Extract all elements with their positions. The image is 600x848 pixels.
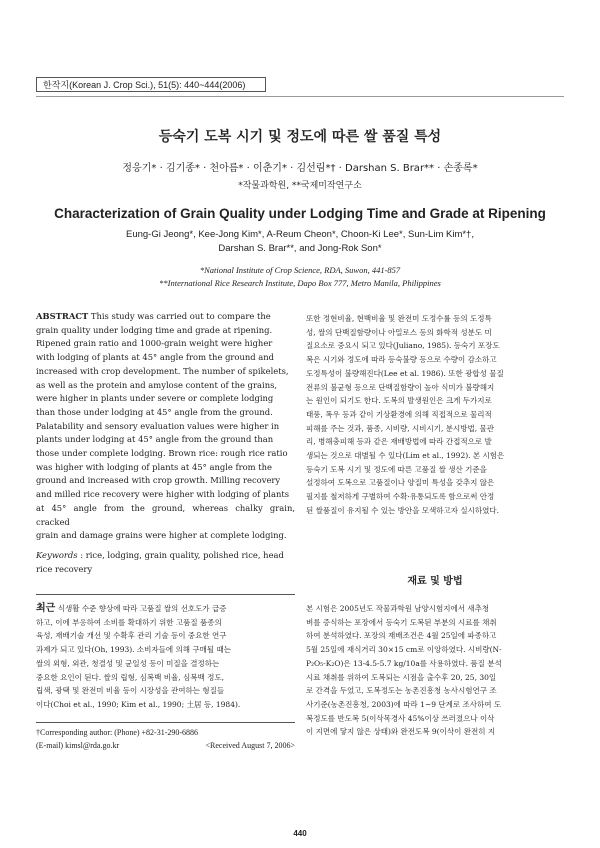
intro-line: 과제가 되고 있다(Oh, 1993). 소비자들에 의해 구매될 때는 — [36, 645, 232, 655]
intro-lead: 최근 — [36, 603, 56, 614]
abstract-line: with lodging of plants at 45° angle from the ground and — [36, 352, 275, 363]
abstract-line: at 45° angle from the ground, whereas chalky grain, cracked — [36, 502, 295, 527]
abstract-line: Palatability and sensory evaluation values were higher in — [36, 420, 280, 431]
abstract-line: Ripened grain ratio and 1000-grain weight were higher — [36, 338, 273, 349]
english-authors — [90, 228, 510, 255]
abstract — [36, 310, 295, 576]
body-line: 생되는 것으로 대별될 수 있다(Lim et al., 1992). 본 시험은 — [306, 451, 505, 461]
footnote-divider — [36, 722, 295, 723]
methods-line: P₂O₅-K₂O)은 13-4.5-5.7 kg/10a를 사용하였다. 품질 분석 — [306, 658, 502, 668]
intro-line: 립색, 광택 및 완전미 비율 등이 시장성을 관여하는 형질들 — [36, 686, 225, 696]
intro-line: 이다(Choi et al., 1990; Kim et al., 1990; 土居 등, 1984). — [36, 699, 241, 709]
keywords-label: Keywords — [36, 549, 78, 560]
body-line: 전류의 불균형 등으로 단백질함량이 높아 식미가 불량해지 — [306, 382, 495, 392]
abstract-line: increased with crop development. The number of spikelets, — [36, 365, 289, 376]
methods-line: 복정도를 반도복 5(이삭목경사 45%이상 쓰러졌으나 이삭 — [306, 713, 495, 723]
body-line: 는 원인이 되기도 한다. 도복의 발생원인은 크게 두가지로 — [306, 396, 492, 406]
korean-title: 등숙기 도복 시기 및 정도에 따른 쌀 품질 특성 — [158, 129, 442, 145]
body-line: 설정하여 도복으로 고품질이나 양질미 특성을 갖추지 않은 — [306, 478, 495, 488]
header-rule — [36, 96, 564, 97]
footnote-email: (E-mail) kimsl@rda.go.kr — [36, 741, 120, 750]
abstract-line: as well as the protein and amylose content of the grains, — [36, 379, 278, 390]
methods-line: 이 지면에 닿지 않은 상태)와 완전도복 9(이삭이 완전히 지 — [306, 727, 496, 737]
abstract-heading: ABSTRACT — [36, 311, 89, 321]
body-line: 등숙기 도복 시기 및 정도에 따른 고품질 쌀 생산 기준을 — [306, 464, 487, 474]
intro-line: 하고, 이에 부응하여 소비를 확대하기 위한 고품질 품종의 — [36, 617, 222, 627]
affiliation-2: **International Rice Research Institute, Dapo Box 777, Metro Manila, Philippines — [159, 278, 441, 288]
abstract-divider — [36, 594, 295, 595]
body-line: 피해를 주는 것과, 품종, 시비량, 시비시기, 분시방법, 물관 — [306, 423, 494, 433]
methods-line: 본 시험은 2005년도 작물과학원 남양시험지에서 새추청 — [306, 604, 490, 613]
right-column-text — [306, 312, 564, 518]
methods-text — [306, 602, 564, 739]
intro-line: 쌀의 외형, 외관, 청결성 및 균일성 등이 미질을 결정하는 — [36, 658, 220, 668]
introduction — [36, 602, 295, 712]
abstract-line: were higher in plants under severe or complete lodging — [36, 393, 274, 404]
methods-line: 하여 분석하였다. 포장의 재배조건은 4월 25일에 파종하고 — [306, 631, 497, 641]
body-line: 된 쌀품질이 유지될 수 있는 방안을 모색하고자 실시하였다. — [306, 505, 499, 515]
body-line: 태풍, 폭우 등과 같이 기상환경에 의해 직접적으로 물리적 — [306, 409, 492, 419]
abstract-line: than those under lodging at 45° angle from the ground. — [36, 406, 273, 417]
abstract-line: plants under lodging at 45° angle from the ground than — [36, 434, 274, 445]
abstract-line: grain quality under lodging time and grade at ripening. — [36, 324, 273, 335]
abstract-line: grain and damage grains were higher at complete lodging. — [36, 530, 287, 541]
methods-line: 시료 채취를 위하여 도복되는 시점을 출수후 20, 25, 30일 — [306, 672, 497, 682]
footnote-received: <Received August 7, 2006> — [205, 741, 295, 750]
page-number: 440 — [293, 829, 307, 838]
intro-line: 중요한 요인이 된다. 쌀의 립형, 심복백 비율, 심복백 정도, — [36, 672, 224, 682]
korean-authors: 정응기* · 김기종* · 천아름* · 이춘기* · 김선림*† · Darshan S. Brar** · 손종록* — [122, 163, 478, 174]
body-line: 도정특성이 불량해진다(Lee et al. 1986). 또한 광합성 물질 — [306, 368, 504, 378]
body-line: 성, 쌀의 단백질함량이나 아밀로스 등의 화학적 성분도 미 — [306, 327, 492, 337]
abstract-line: ABSTRACT This study was carried out to compare the — [36, 311, 271, 321]
keywords-line: rice recovery — [36, 563, 93, 574]
abstract-line: those under complete lodging. Brown rice: rough rice ratio — [36, 448, 288, 459]
affiliation-1: *National Institute of Crop Science, RDA, Suwon, 441-857 — [199, 265, 401, 275]
english-authors-line1: Eung-Gi Jeong*, Kee-Jong Kim*, A-Reum Cheon*, Choon-Ki Lee*, Sun-Lim Kim*†, — [126, 229, 474, 240]
abstract-line: was higher with lodging of plants at 45° angle from the — [36, 461, 272, 472]
body-line: 복은 시기와 정도에 따라 등숙불량 등으로 수량이 감소하고 — [306, 355, 497, 365]
abstract-line: and milled rice recovery were higher with lodging of plants — [36, 489, 290, 500]
footnote-line — [36, 739, 295, 752]
footnote-line: †Corresponding author: (Phone) +82-31-290-6886 — [36, 728, 199, 737]
methods-heading: 재료 및 방법 — [407, 576, 463, 587]
body-line: 또한 정현비율, 현백비율 및 완전미 도정수률 등의 도정특 — [306, 314, 492, 323]
intro-line: 육성, 재배기술 개선 및 수확후 관리 기술 등이 중요한 연구 — [36, 631, 227, 641]
korean-affiliations: *작물과학원, **국제미작연구소 — [238, 181, 362, 191]
journal-citation-box — [36, 77, 266, 92]
methods-line: 사기준(농촌진흥청, 2003)에 따라 1~9 단계로 조사하여 도 — [306, 699, 502, 709]
keywords-line: Keywords : rice, lodging, grain quality, polished rice, head — [36, 549, 284, 560]
body-line: 질요소로 중요시 되고 있다(Juliano, 1985). 등숙기 포장도 — [306, 341, 500, 351]
abstract-line: ground and increased with crop growth. Milling recovery — [36, 475, 281, 486]
methods-line: 벼를 증식하는 포장에서 등숙기 도복된 부분의 시료를 채취 — [306, 617, 497, 627]
body-line: 필지를 철저하게 구별하여 수확·유통되도록 함으로써 안정 — [306, 492, 495, 502]
footnote — [36, 726, 295, 752]
methods-line: 5월 25일에 재식거리 30×15 cm로 이앙하였다. 시비량(N- — [306, 645, 502, 655]
journal-citation: 한작지(Korean J. Crop Sci.), 51(5): 440~444(2006) — [43, 80, 246, 90]
english-authors-line2: Darshan S. Brar**, and Jong-Rok Son* — [218, 242, 382, 254]
intro-line: 최근 식생활 수준 향상에 따라 고품질 쌀의 선호도가 급증 — [36, 603, 227, 614]
english-affiliations — [0, 264, 600, 290]
body-line: 리, 병해충피해 등과 같은 재배방법에 따라 간접적으로 발 — [306, 437, 492, 447]
methods-line: 로 간격을 두었고, 도복정도는 농촌진흥청 농사시험연구 조 — [306, 686, 497, 696]
english-title: Characterization of Grain Quality under Lodging Time and Grade at Ripening — [54, 206, 546, 221]
